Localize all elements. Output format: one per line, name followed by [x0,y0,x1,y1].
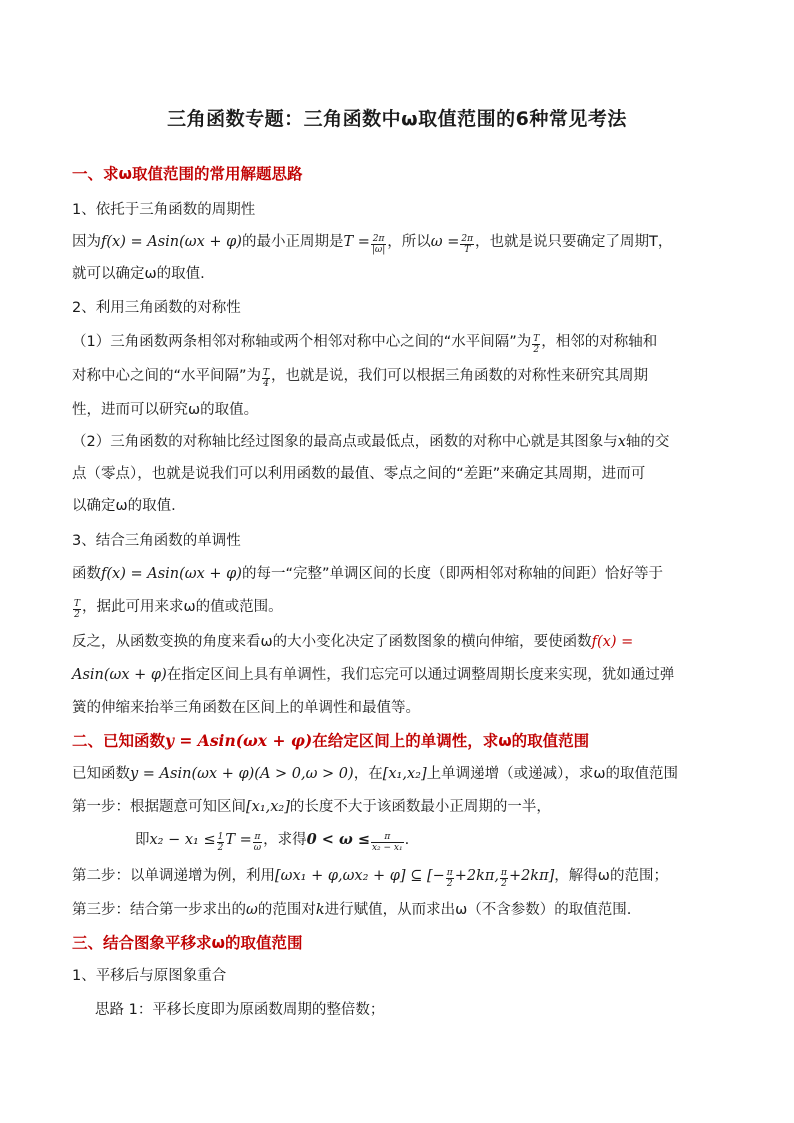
sec1-item-3-text: 函数f(x) = Asin(ωx + φ)的每一“完整”单调区间的长度（即两相邻对称轴的间距）恰好等于 [72,566,663,582]
sec1-item-2-2: （2）三角函数的对称轴比经过图象的最高点或最低点，函数的对称中心就是其图象与x轴的交 [72,434,670,450]
sec1-item-2-1: （1）三角函数两条相邻对称轴或两个相邻对称中心之间的“水平间隔”为 $\frac{T}{2}$ ，相邻的对称轴和 [72,334,658,355]
sec1-item-3-cont: $\frac{T}{2}$ ，据此可用来求ω的值或范围。 [74,599,283,620]
sec3-idea-1: 思路 1：平移长度即为原函数周期的整倍数； [95,1002,385,1018]
sec1-item-2-1-end: 性，进而可以研究ω的取值。 [72,402,259,418]
sec1-item-1-cont: 就可以确定ω的取值. [72,266,205,282]
section-1-heading: 一、求ω取值范围的常用解题思路 [72,165,303,183]
sec1-item-1-text: 因为f(x) = Asin(ωx + φ)的最小正周期是T = $\frac{2\pi}{|\omega|}$ ，所以ω = $\frac{2\pi}{T}$ ，也就是说只要确定了周期T， [72,234,673,255]
sec1-item-2-1-cont: 对称中心之间的“水平间隔”为 $\frac{T}{4}$ ，也就是说，我们可以根据三角函数的对称性来研究其周期 [72,368,649,389]
section-3-heading: 三、结合图象平移求ω的取值范围 [72,934,303,952]
sec2-step-1: 第一步：根据题意可知区间[x₁,x₂]的长度不大于该函数最小正周期的一半， [72,799,551,815]
sec1-item-3-reverse-cont: Asin(ωx + φ)在指定区间上具有单调性，我们忘完可以通过调整周期长度来实现，犹如通过弹 [72,667,675,683]
sec1-item-2-2-end: 以确定ω的取值. [72,498,176,514]
sec2-step-1-formula: 即x₂ − x₁ ≤ $\frac{1}{2}$ T = $\frac{\pi}{\omega}$ ，求得0 < ω ≤ $\frac{\pi}{\text{x₂ − x₁}}$ . [135,831,410,853]
sec2-intro: 已知函数y = Asin(ωx + φ)(A > 0,ω > 0)，在[x₁,x₂]上单调递增（或递减），求ω的取值范围 [72,766,679,782]
sec2-step-2: 第二步：以单调递增为例，利用[ωx₁ + φ,ωx₂ + φ] ⊆ [− $\frac{\pi}{2}$ +2kπ, $\frac{\pi}{2}$ +2kπ]，解得ω的范围； [72,868,668,889]
sec1-item-3-reverse: 反之，从函数变换的角度来看ω的大小变化决定了函数图象的横向伸缩，要使函数f(x) = [72,634,634,650]
sec2-step-3: 第三步：结合第一步求出的ω的范围对k进行赋值，从而求出ω（不含参数）的取值范围. [72,902,632,918]
sec1-item-2-label: 2、利用三角函数的对称性 [72,300,241,316]
sec1-item-2-2-cont: 点（零点），也就是说我们可以利用函数的最值、零点之间的“差距”来确定其周期，进而可 [72,466,646,482]
page-title: 三角函数专题：三角函数中ω取值范围的6种常见考法 [167,108,627,130]
sec1-item-3-reverse-end: 簧的伸缩来抬举三角函数在区间上的单调性和最值等。 [72,700,420,716]
sec1-item-1-label: 1、依托于三角函数的周期性 [72,202,256,218]
sec1-item-3-label: 3、结合三角函数的单调性 [72,533,241,549]
sec3-item-1: 1、平移后与原图象重合 [72,968,227,984]
section-2-heading: 二、已知函数y = Asin(ωx + φ)在给定区间上的单调性，求ω的取值范围 [72,731,590,750]
